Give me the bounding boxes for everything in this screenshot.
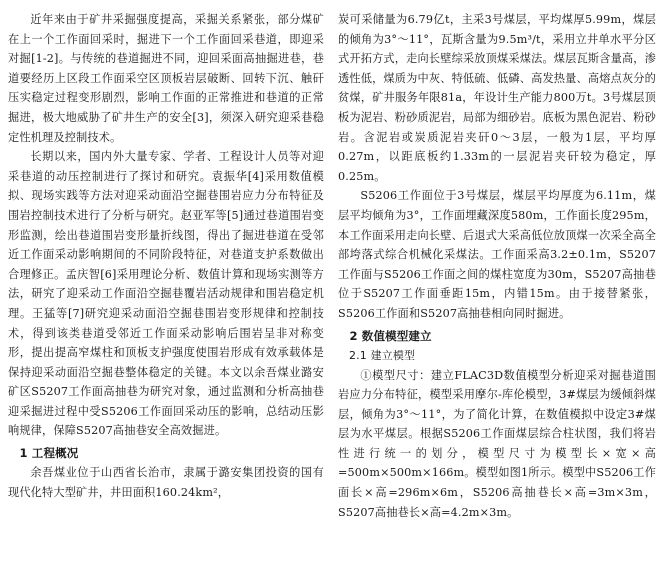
working-face-paragraph: S5206工作面位于3号煤层，煤层平均厚度为6.11m，煤层平均倾角为3°，工作面埋藏深度580m，工作面长度295m，本工作面采用走向长壁、后退式大采高低位放顶煤一次采全高全部垮落式综合机械化采煤法。工作面采高3.2±0.1m，S5207工作面与S5206工作面之间的煤柱宽度为30m，S5207高抽巷位于S5207工作面垂距15m，内错15m。由于接替紧张，S5206工作面和S5207高抽巷相向同时掘进。 xyxy=(338,189,656,320)
literature-review-paragraph: 长期以来，国内外大量专家、学者、工程设计人员等对迎采巷道的动压控制进行了探讨和研究。袁振华[4]采用数值模拟、现场实践等方法对迎采动面沿空掘巷围岩应力分布特征及围岩控制技术进行了分析与研究。赵亚军等[5]通过巷道围岩变形监测，绘出巷道围岩变形量折线图，得出了掘进巷道在受邻近工作面采动影响期间的不同阶段特征，对巷道支护系数做出合理修正。孟庆智[6]采用理论分析、数值计算和现场实测等方法，研究了迎采动工作面沿空掘巷覆岩活动规律和围岩稳定机理。王猛等[7]研究迎采动面沿空掘巷围岩变形规律和控制技术，得到该类巷道受邻近工作面采动影响后围岩呈非对称变形，提出提高窄煤柱和顶板支护强度使围岩形成有效承载体是保持迎采动面沿空掘巷整体稳定的关键。本文以余吾煤业潞安矿区S5207工作面高抽巷为研究对象，通过监测和分析高抽巷迎采掘进过程中受S5206工作面回采动压的影响，总结动压影响规律，保障S5207高抽巷安全高效掘进。 xyxy=(8,150,324,438)
mine-geology-paragraph: 炭可采储量为6.79亿t，主采3号煤层，平均煤厚5.99m，煤层的倾角为3°～11°，瓦斯含量为9.5m³/t，采用立井单水平分区式开拓方式，走向长壁综采放顶煤采煤法。煤层瓦斯含量高，渗透性低，煤质为中灰、特低硫、低磷、高发热量、高熔点灰分的贫煤，矿井服务年限81a，年设计生产能力800万t。3号煤层顶板为泥岩、粉砂质泥岩，局部为细砂岩。底板为黑色泥岩、粉砂岩。含泥岩或炭质泥岩夹矸0～3层，一般为1层，平均厚0.27m，以距底板约1.33m的一层泥岩夹矸较为稳定，厚0.25m。 xyxy=(338,13,656,183)
intro-paragraph: 近年来由于矿井采掘强度提高，采掘关系紧张，部分煤矿在上一个工作面回采时，掘进下一个工作面回采巷道，即迎采对掘[1-2]。与传统的巷道掘进不同，迎回采面高抽掘进巷，巷道要经历上区段工作面采空区顶板岩层破断、回转下沉、触矸压实稳定过程变形剧烈，影响工作面的正常推进和巷道的正常掘进，极大地威胁了矿井生产的安全[3]，须深入研究迎采巷稳定性机理及控制技术。 xyxy=(8,13,324,144)
engineering-overview-paragraph: 余吾煤业位于山西省长治市，隶属于潞安集团投资的国有现代化特大型矿井，井田面积160.24km²， xyxy=(8,466,324,499)
left-column xyxy=(8,10,324,502)
section-heading-numerical-model: 2 数值模型建立 xyxy=(349,328,432,343)
section-heading-engineering-overview: 1 工程概况 xyxy=(19,446,79,461)
subsection-heading-build-model: 2.1 建立模型 xyxy=(349,348,416,362)
model-size-paragraph: ①模型尺寸：建立FLAC3D数值模型分析迎采对掘巷道围岩应力分布特征，模型采用摩尔-库伦模型，3#煤层为缓倾斜煤层，倾角为3°～11°，为了简化计算，在数值模拟中设定3#煤层为水平煤层。根据S5206工作面煤层综合柱状图，我们将岩性进行统一的划分，模型尺寸为模型长×宽×高=500m×500m×166m。模型如图1所示。模型中S5206工作面长×高=296m×6m，S5206高抽巷长×高=3m×3m，S5207高抽巷长×高=4.2m×3m。 xyxy=(338,368,656,519)
right-column xyxy=(338,10,656,522)
